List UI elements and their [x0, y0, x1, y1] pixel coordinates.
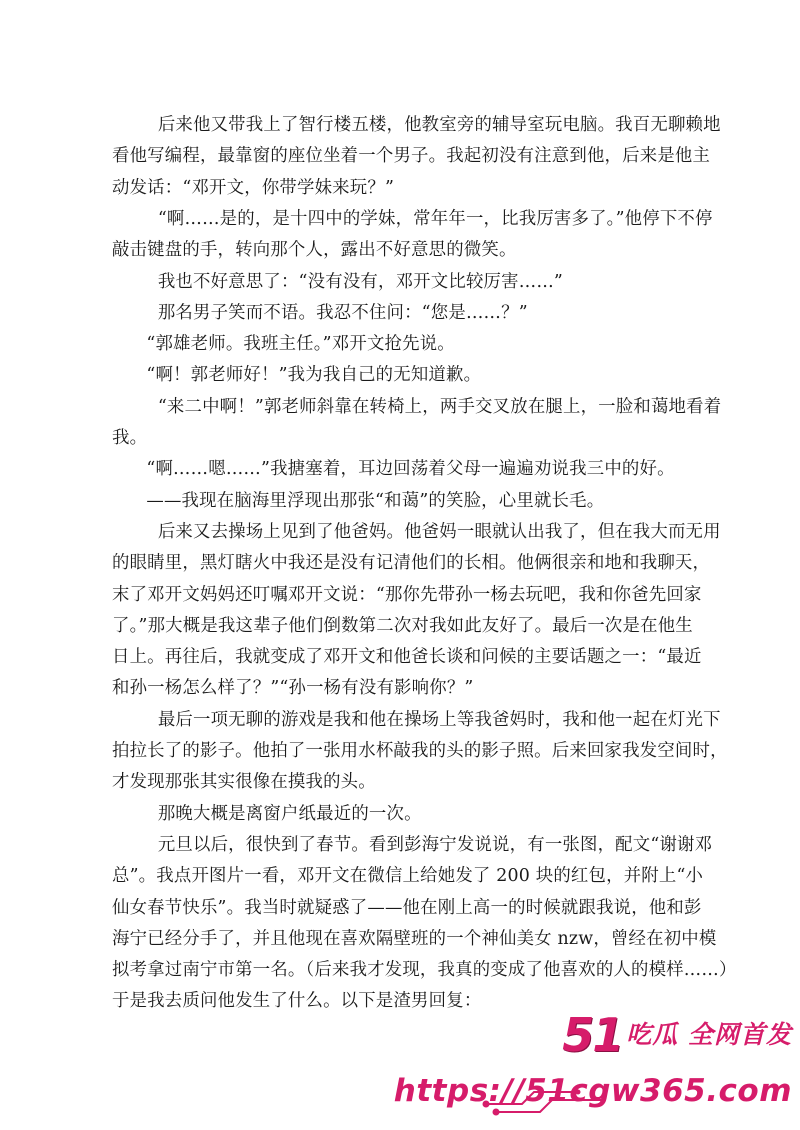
text-line: 看他写编程，最靠窗的座位坐着一个男子。我起初没有注意到他，后来是他主: [112, 146, 711, 167]
text-line: 末了邓开文妈妈还叮嘱邓开文说：“那你先带孙一杨去玩吧，我和你爸先回家: [112, 584, 702, 605]
text-line: 我。: [112, 428, 148, 448]
text-line: 那名男子笑而不语。我忍不住问：“您是……？”: [112, 302, 528, 323]
text-line: 那晚大概是离窗户纸最近的一次。: [112, 803, 422, 824]
text-line: 的眼睛里，黑灯瞎火中我还是没有记清他们的长相。他俩很亲和地和我聊天，: [112, 553, 711, 574]
text-line: 后来他又带我上了智行楼五楼，他教室旁的辅导室玩电脑。我百无聊赖地: [112, 115, 721, 135]
text-line: 了。”那大概是我这辈子他们倒数第二次对我如此友好了。最后一次是在他生: [112, 615, 693, 636]
text-line: 总”。我点开图片一看，邓开文在微信上给她发了 200 块的红包，并附上“小: [112, 866, 704, 887]
text-line: 动发话：“邓开文，你带学妹来玩？”: [112, 177, 395, 198]
watermark-slogan: 吃瓜 全网首发: [626, 1020, 792, 1049]
text-line: 拍拉长了的影子。他拍了一张用水杯敲我的头的影子照。后来回家我发空间时，: [112, 741, 728, 761]
text-line: “啊……是的，是十四中的学妹，常年年一，比我厉害多了。”他停下不停: [112, 208, 713, 229]
watermark-url-row: [393, 1068, 792, 1114]
text-line: “啊！郭老师好！”我为我自己的无知道歉。: [112, 365, 482, 386]
watermark-logo: 51: [562, 1008, 623, 1062]
text-line: 仙女春节快乐”。我当时就疑惑了——他在刚上高一的时候就跟我说，他和彭: [112, 897, 702, 918]
text-line: “啊……嗯……”我搪塞着，耳边回荡着父母一遍遍劝说我三中的好。: [112, 459, 675, 480]
watermark-url: https://51cgw365.com: [393, 1073, 792, 1109]
text-line: “来二中啊！”郭老师斜靠在转椅上，两手交叉放在腿上，一脸和蔼地看着: [112, 396, 722, 417]
text-line: 我也不好意思了：“没有没有，邓开文比较厉害……”: [112, 271, 564, 292]
text-line: 日上。再往后，我就变成了邓开文和他爸长谈和问候的主要话题之一：“最近: [112, 647, 702, 668]
text-line: 于是我去质问他发生了什么。以下是渣男回复：: [112, 991, 482, 1012]
watermark: [393, 1008, 792, 1120]
text-line: 后来又去操场上见到了他爸妈。他爸妈一眼就认出我了，但在我大而无用: [112, 521, 721, 542]
watermark-brand: [562, 1010, 792, 1060]
text-line: 敲击键盘的手，转向那个人，露出不好意思的微笑。: [112, 240, 517, 261]
text-line: 元旦以后，很快到了春节。看到彭海宁发说说，有一张图，配文“谢谢邓: [112, 834, 713, 855]
text-line: ——我现在脑海里浮现出那张“和蔼”的笑脸，心里就长毛。: [112, 490, 605, 511]
text-line: “郭雄老师。我班主任。”邓开文抢先说。: [112, 334, 455, 355]
text-line: 才发现那张其实很像在摸我的头。: [112, 772, 376, 793]
text-line: 和孙一杨怎么样了？”“孙一杨有没有影响你？”: [112, 678, 474, 699]
text-line: 最后一项无聊的游戏是我和他在操场上等我爸妈时，我和他一起在灯光下: [112, 709, 721, 730]
text-line: 海宁已经分手了，并且他现在喜欢隔壁班的一个神仙美女 nzw，曾经在初中模: [112, 928, 717, 949]
text-line: 拟考拿过南宁市第一名。（后来我才发现，我真的变成了他喜欢的人的模样……）: [112, 960, 737, 981]
